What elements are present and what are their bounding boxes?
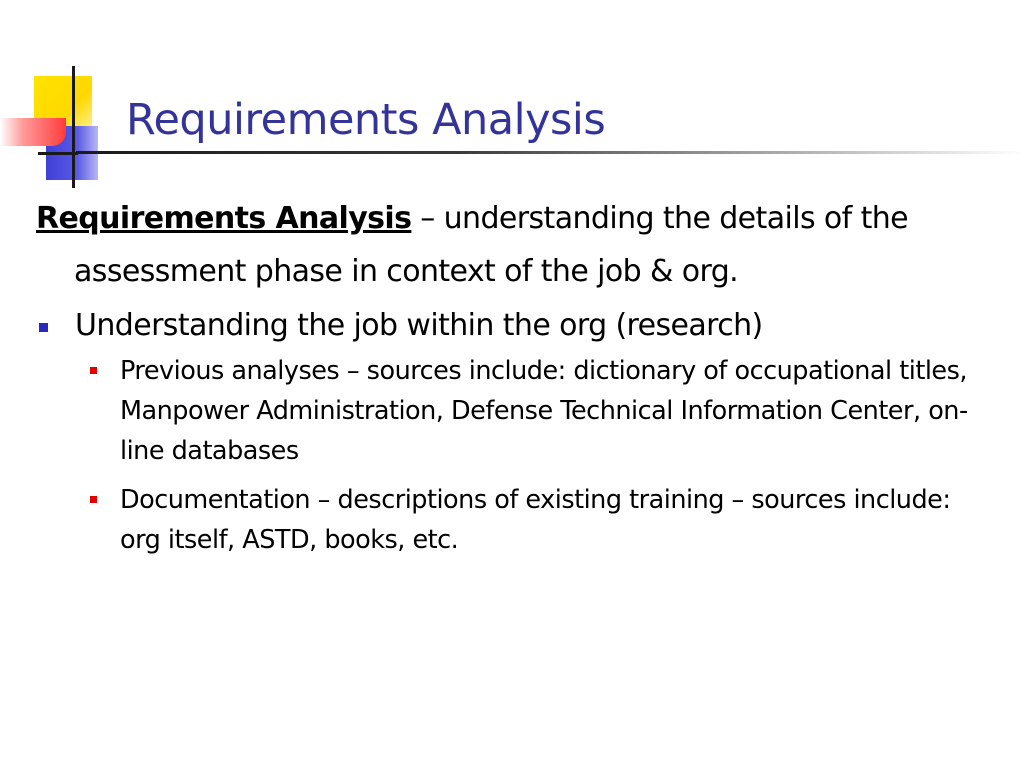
sub-bullet-text: Documentation – descriptions of existing training – sources include: org itself, ASTD, books, etc.	[120, 485, 951, 555]
lead-paragraph	[36, 192, 996, 298]
slide-title: Requirements Analysis	[126, 95, 606, 145]
red-square-bullet-icon	[90, 367, 97, 374]
slide-logo-icon	[0, 62, 130, 192]
lead-definition: – understanding the details of the assessment phase in context of the job & org.	[74, 201, 909, 289]
title-divider	[76, 151, 1024, 154]
bullet-text: Understanding the job within the org (research)	[75, 308, 763, 343]
logo-vertical-line	[72, 66, 75, 188]
sub-bullet-text: Previous analyses – sources include: dictionary of occupational titles, Manpower Administration, Defense Technical Information Center, on-line databases	[120, 356, 968, 466]
sub-bullet-list	[80, 351, 996, 560]
bullet-item	[36, 304, 996, 560]
logo-horizontal-line	[38, 152, 78, 155]
slide-body	[36, 192, 996, 569]
sub-bullet-item	[80, 480, 996, 560]
sub-bullet-item	[80, 351, 996, 471]
bullet-list	[36, 304, 996, 560]
red-square-bullet-icon	[90, 496, 97, 503]
lead-term: Requirements Analysis	[36, 201, 412, 236]
logo-red-bar	[0, 118, 66, 146]
blue-square-bullet-icon	[39, 323, 48, 332]
